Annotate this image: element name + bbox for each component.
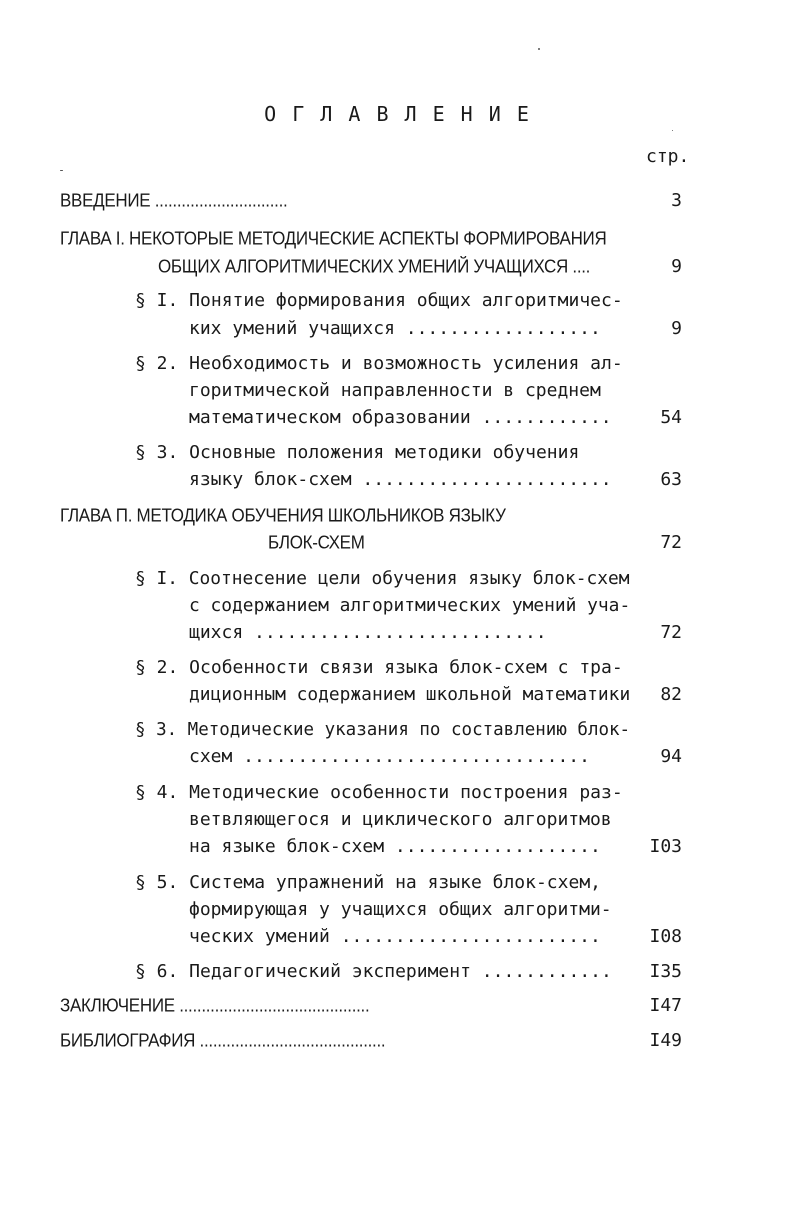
toc-page-section-2-6: I35 xyxy=(649,961,682,982)
toc-page-section-1-2: 54 xyxy=(660,407,682,428)
toc-section-2-4-line-3: на языке блок-схем ................... xyxy=(189,836,601,857)
toc-section-2-3-line-1: § 3. Методические указания по составлению блок- xyxy=(135,719,631,740)
toc-page-section-2-2: 82 xyxy=(660,684,682,705)
scan-speck xyxy=(538,48,540,50)
toc-page-section-2-3: 94 xyxy=(660,746,682,767)
toc-section-2-4-line-1: § 4. Методические особенности построения раз- xyxy=(135,782,623,803)
toc-section-2-3-line-2: схем ................................ xyxy=(189,746,590,767)
toc-page-section-2-1: 72 xyxy=(660,622,682,643)
toc-page-bibliography: I49 xyxy=(649,1030,682,1051)
toc-page-section-2-5: I08 xyxy=(649,926,682,947)
toc-section-2-5-line-1: § 5. Система упражнений на языке блок-схем, xyxy=(135,872,601,893)
toc-section-2-6: § 6. Педагогический эксперимент ............ xyxy=(135,961,612,982)
page-column-label: стр. xyxy=(646,146,690,167)
scan-speck xyxy=(60,170,63,171)
toc-chapter-2-line-1: ГЛАВА П. МЕТОДИКА ОБУЧЕНИЯ ШКОЛЬНИКОВ ЯЗЫКУ xyxy=(60,505,506,526)
toc-page-chapter-1: 9 xyxy=(671,256,682,277)
toc-entry-bibliography: БИБЛИОГРАФИЯ .......................................... xyxy=(60,1030,386,1051)
toc-page-section-2-4: I03 xyxy=(649,836,682,857)
toc-section-2-5-line-3: ческих умений ........................ xyxy=(189,926,601,947)
toc-section-2-2-line-1: § 2. Особенности связи языка блок-схем с тра- xyxy=(135,657,623,678)
toc-page-intro: 3 xyxy=(671,190,682,211)
toc-section-2-1-line-2: с содержанием алгоритмических умений уча- xyxy=(189,595,631,616)
toc-section-1-2-line-3: математическом образовании ............ xyxy=(189,407,612,428)
toc-page-section-1-1: 9 xyxy=(671,318,682,339)
toc-section-1-3-line-1: § 3. Основные положения методики обучения xyxy=(135,442,580,463)
toc-chapter-1-line-2: ОБЩИХ АЛГОРИТМИЧЕСКИХ УМЕНИЙ УЧАЩИХСЯ .... xyxy=(158,256,591,277)
toc-section-1-2-line-2: горитмической направленности в среднем xyxy=(189,380,601,401)
toc-page-section-1-3: 63 xyxy=(660,469,682,490)
toc-section-2-4-line-2: ветвляющегося и циклического алгоритмов xyxy=(189,809,612,830)
toc-section-1-2-line-1: § 2. Необходимость и возможность усиления ал- xyxy=(135,353,623,374)
toc-page-conclusion: I47 xyxy=(649,995,682,1016)
toc-section-2-1-line-1: § I. Соотнесение цели обучения языку блок-схем xyxy=(135,568,630,589)
toc-section-2-2-line-2: диционным содержанием школьной математики xyxy=(189,684,631,705)
toc-title: О Г Л А В Л Е Н И Е xyxy=(264,102,531,126)
scan-speck xyxy=(672,130,673,131)
toc-chapter-2-line-2: БЛОК-СХЕМ xyxy=(268,532,365,553)
toc-section-2-5-line-2: формирующая у учащихся общих алгоритми- xyxy=(189,899,612,920)
toc-section-1-3-line-2: языку блок-схем ....................... xyxy=(189,469,612,490)
toc-section-2-1-line-3: щихся ........................... xyxy=(189,622,547,643)
toc-entry-conclusion: ЗАКЛЮЧЕНИЕ ........................................... xyxy=(60,995,370,1016)
toc-chapter-1-line-1: ГЛАВА I. НЕКОТОРЫЕ МЕТОДИЧЕСКИЕ АСПЕКТЫ ФОРМИРОВАНИЯ xyxy=(60,228,607,249)
toc-section-1-1-line-1: § I. Понятие формирования общих алгоритмичес- xyxy=(135,290,623,311)
toc-section-1-1-line-2: ких умений учащихся .................. xyxy=(189,318,601,339)
toc-page-chapter-2: 72 xyxy=(660,532,682,553)
toc-entry-intro: ВВЕДЕНИЕ .............................. xyxy=(60,190,288,211)
